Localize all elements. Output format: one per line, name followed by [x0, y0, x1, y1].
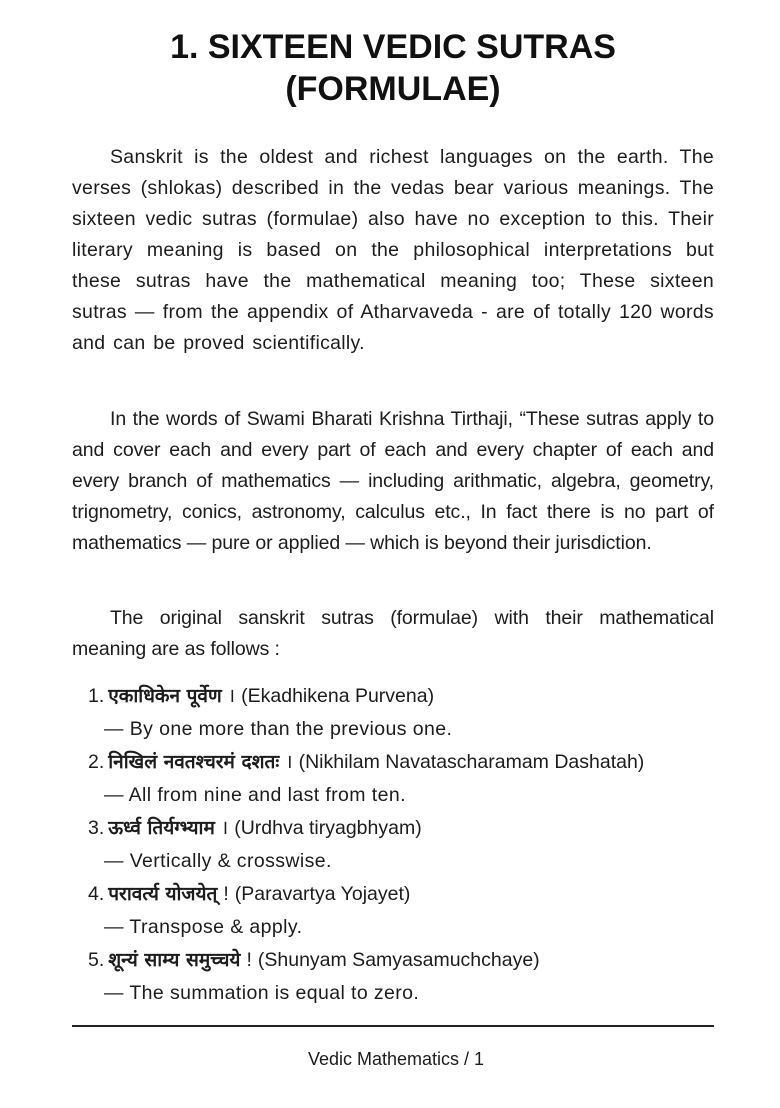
footer-divider — [72, 1025, 714, 1027]
sutra-sanskrit: परावर्त्य योजयेत् — [108, 883, 218, 905]
sutra-transliteration: (Urdhva tiryagbhyam) — [234, 817, 422, 839]
sutra-meaning: — Vertically & crosswise. — [104, 850, 332, 872]
quote-paragraph-text: In the words of Swami Bharati Krishna Tirthaji, “These sutras apply to and cover each and every part of each and every chapter of each and every branch of mathematics — including arithmatic, algebra, geometry, trignometry, conics, astronomy, calculus etc., In fact there is no part of mathematics — pure or applied — which is beyond their jurisdiction. — [72, 408, 714, 554]
sutra-item — [88, 944, 718, 1010]
sutra-item — [88, 746, 718, 812]
sutra-sanskrit: निखिलं नवतश्चरमं दशतः — [108, 751, 280, 773]
sutra-item — [88, 878, 718, 944]
sutra-item — [88, 812, 718, 878]
sutras-intro-paragraph — [72, 603, 714, 665]
sutra-heading — [88, 812, 718, 845]
quote-paragraph — [72, 404, 714, 559]
danda-mark: । — [220, 817, 229, 839]
chapter-title — [72, 26, 714, 110]
sutra-meaning: — All from nine and last from ten. — [104, 784, 406, 806]
sutra-heading — [88, 746, 718, 779]
danda-mark: । — [285, 751, 293, 773]
intro-paragraph-text: Sanskrit is the oldest and richest languages on the earth. The verses (shlokas) described in the vedas bear various meanings. The sixteen vedic sutras (formulae) also have no exception to this. Their literary meaning is based on the philosophical interpretations but these sutras have the mathematical meaning too; These sixteen sutras — from the appendix of Atharvaveda - are of totally 120 words and can be proved scientifically. — [72, 146, 714, 354]
sutra-transliteration: (Nikhilam Navatascharamam Dashatah) — [298, 751, 645, 773]
sutra-number: 4. — [88, 883, 105, 905]
sutra-item — [88, 680, 718, 746]
chapter-title-line-1: 1. SIXTEEN VEDIC SUTRAS — [170, 28, 616, 66]
sutra-heading — [88, 878, 718, 911]
intro-paragraph — [72, 142, 714, 359]
running-footer-text: Vedic Mathematics / 1 — [307, 1049, 485, 1069]
sutra-meaning: — By one more than the previous one. — [104, 718, 453, 740]
sutra-heading — [88, 680, 718, 713]
sutra-sanskrit: शून्यं साम्य समुच्चये — [108, 949, 241, 971]
sutras-intro-paragraph-text: The original sanskrit sutras (formulae) with their mathematical meaning are as follows : — [72, 607, 714, 660]
danda-mark: ! — [223, 883, 229, 905]
chapter-title-line-2: (FORMULAE) — [285, 70, 501, 108]
sutra-number: 3. — [88, 817, 105, 839]
danda-mark: । — [227, 685, 236, 707]
sutra-heading — [88, 944, 718, 977]
danda-mark: ! — [246, 949, 252, 971]
sutra-transliteration: (Ekadhikena Purvena) — [241, 685, 435, 707]
sutra-transliteration: (Shunyam Samyasamuchchaye) — [257, 949, 540, 971]
page-footer — [0, 1047, 780, 1071]
sutra-sanskrit: एकाधिकेन पूर्वेण — [108, 685, 222, 707]
sutra-transliteration: (Paravartya Yojayet) — [234, 883, 411, 905]
sutra-number: 1. — [88, 685, 105, 707]
sutra-number: 5. — [88, 949, 105, 971]
sutra-meaning: — Transpose & apply. — [104, 916, 303, 938]
sutra-meaning: — The summation is equal to zero. — [104, 982, 420, 1004]
sutra-number: 2. — [88, 751, 105, 773]
sutra-sanskrit: ऊर्ध्व तिर्यग्भ्याम — [108, 817, 215, 839]
sutra-list — [88, 680, 718, 1010]
